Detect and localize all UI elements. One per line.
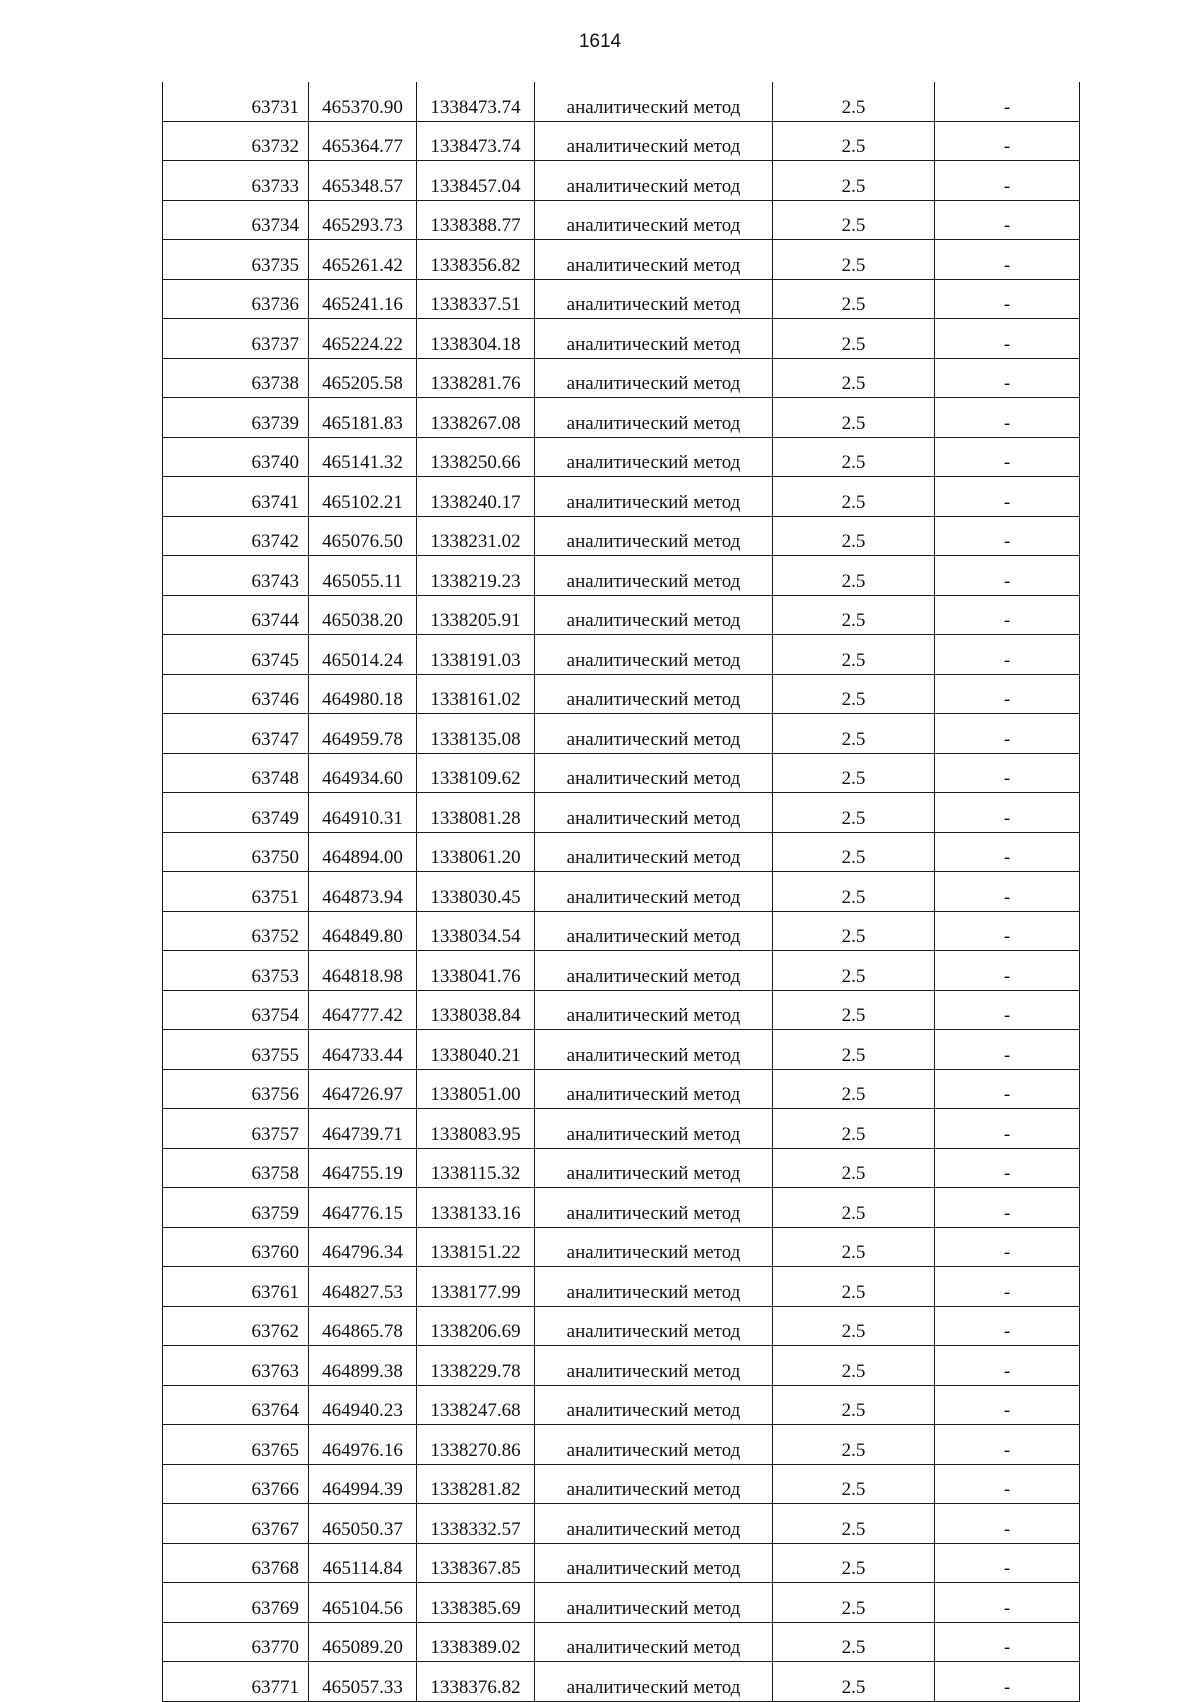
point-number-cell: 63760 xyxy=(163,1227,309,1267)
y-coordinate-cell: 1338332.57 xyxy=(417,1504,535,1544)
point-number-cell: 63771 xyxy=(163,1662,309,1702)
method-cell: аналитический метод xyxy=(535,714,773,754)
note-cell: - xyxy=(935,595,1080,635)
method-cell: аналитический метод xyxy=(535,556,773,596)
x-coordinate-cell: 464873.94 xyxy=(309,872,417,912)
method-cell: аналитический метод xyxy=(535,1227,773,1267)
point-number-cell: 63753 xyxy=(163,951,309,991)
table-row xyxy=(163,200,1080,240)
y-coordinate-cell: 1338281.76 xyxy=(417,358,535,398)
table-row xyxy=(163,1069,1080,1109)
point-number-cell: 63769 xyxy=(163,1583,309,1623)
method-cell: аналитический метод xyxy=(535,358,773,398)
y-coordinate-cell: 1338038.84 xyxy=(417,990,535,1030)
accuracy-cell: 2.5 xyxy=(773,1464,935,1504)
point-number-cell: 63759 xyxy=(163,1188,309,1228)
y-coordinate-cell: 1338356.82 xyxy=(417,240,535,280)
point-number-cell: 63766 xyxy=(163,1464,309,1504)
table-row xyxy=(163,358,1080,398)
method-cell: аналитический метод xyxy=(535,674,773,714)
y-coordinate-cell: 1338061.20 xyxy=(417,832,535,872)
point-number-cell: 63764 xyxy=(163,1385,309,1425)
table-row xyxy=(163,1148,1080,1188)
x-coordinate-cell: 465348.57 xyxy=(309,161,417,201)
y-coordinate-cell: 1338231.02 xyxy=(417,516,535,556)
point-number-cell: 63765 xyxy=(163,1425,309,1465)
x-coordinate-cell: 464865.78 xyxy=(309,1306,417,1346)
note-cell: - xyxy=(935,832,1080,872)
method-cell: аналитический метод xyxy=(535,1267,773,1307)
x-coordinate-cell: 464733.44 xyxy=(309,1030,417,1070)
accuracy-cell: 2.5 xyxy=(773,279,935,319)
note-cell: - xyxy=(935,477,1080,517)
method-cell: аналитический метод xyxy=(535,1030,773,1070)
table-row xyxy=(163,714,1080,754)
y-coordinate-cell: 1338247.68 xyxy=(417,1385,535,1425)
point-number-cell: 63755 xyxy=(163,1030,309,1070)
point-number-cell: 63756 xyxy=(163,1069,309,1109)
point-number-cell: 63745 xyxy=(163,635,309,675)
method-cell: аналитический метод xyxy=(535,1385,773,1425)
page-number: 1614 xyxy=(578,31,622,52)
x-coordinate-cell: 465038.20 xyxy=(309,595,417,635)
point-number-cell: 63762 xyxy=(163,1306,309,1346)
accuracy-cell: 2.5 xyxy=(773,990,935,1030)
x-coordinate-cell: 465089.20 xyxy=(309,1622,417,1662)
note-cell: - xyxy=(935,1464,1080,1504)
x-coordinate-cell: 465102.21 xyxy=(309,477,417,517)
table-row xyxy=(163,990,1080,1030)
x-coordinate-cell: 465224.22 xyxy=(309,319,417,359)
accuracy-cell: 2.5 xyxy=(773,1385,935,1425)
note-cell: - xyxy=(935,1385,1080,1425)
x-coordinate-cell: 464980.18 xyxy=(309,674,417,714)
point-number-cell: 63746 xyxy=(163,674,309,714)
point-number-cell: 63761 xyxy=(163,1267,309,1307)
note-cell: - xyxy=(935,1188,1080,1228)
method-cell: аналитический метод xyxy=(535,200,773,240)
y-coordinate-cell: 1338389.02 xyxy=(417,1622,535,1662)
x-coordinate-cell: 465014.24 xyxy=(309,635,417,675)
x-coordinate-cell: 464976.16 xyxy=(309,1425,417,1465)
point-number-cell: 63770 xyxy=(163,1622,309,1662)
accuracy-cell: 2.5 xyxy=(773,793,935,833)
x-coordinate-cell: 465055.11 xyxy=(309,556,417,596)
table-row xyxy=(163,240,1080,280)
point-number-cell: 63768 xyxy=(163,1543,309,1583)
note-cell: - xyxy=(935,1148,1080,1188)
point-number-cell: 63747 xyxy=(163,714,309,754)
accuracy-cell: 2.5 xyxy=(773,1504,935,1544)
table-row xyxy=(163,1425,1080,1465)
y-coordinate-cell: 1338250.66 xyxy=(417,437,535,477)
method-cell: аналитический метод xyxy=(535,1069,773,1109)
table-row xyxy=(163,1030,1080,1070)
y-coordinate-cell: 1338109.62 xyxy=(417,753,535,793)
y-coordinate-cell: 1338337.51 xyxy=(417,279,535,319)
y-coordinate-cell: 1338177.99 xyxy=(417,1267,535,1307)
accuracy-cell: 2.5 xyxy=(773,121,935,161)
note-cell: - xyxy=(935,1227,1080,1267)
note-cell: - xyxy=(935,1069,1080,1109)
table-row xyxy=(163,82,1080,121)
accuracy-cell: 2.5 xyxy=(773,1622,935,1662)
point-number-cell: 63738 xyxy=(163,358,309,398)
accuracy-cell: 2.5 xyxy=(773,911,935,951)
method-cell: аналитический метод xyxy=(535,437,773,477)
note-cell: - xyxy=(935,793,1080,833)
y-coordinate-cell: 1338034.54 xyxy=(417,911,535,951)
y-coordinate-cell: 1338376.82 xyxy=(417,1662,535,1702)
table-row xyxy=(163,1504,1080,1544)
y-coordinate-cell: 1338161.02 xyxy=(417,674,535,714)
table-row xyxy=(163,161,1080,201)
y-coordinate-cell: 1338385.69 xyxy=(417,1583,535,1623)
x-coordinate-cell: 465241.16 xyxy=(309,279,417,319)
method-cell: аналитический метод xyxy=(535,1188,773,1228)
x-coordinate-cell: 465293.73 xyxy=(309,200,417,240)
note-cell: - xyxy=(935,516,1080,556)
table-row xyxy=(163,635,1080,675)
x-coordinate-cell: 465261.42 xyxy=(309,240,417,280)
table-row xyxy=(163,1385,1080,1425)
point-number-cell: 63763 xyxy=(163,1346,309,1386)
table-row xyxy=(163,1464,1080,1504)
accuracy-cell: 2.5 xyxy=(773,1267,935,1307)
y-coordinate-cell: 1338191.03 xyxy=(417,635,535,675)
table-row xyxy=(163,398,1080,438)
note-cell: - xyxy=(935,635,1080,675)
note-cell: - xyxy=(935,1622,1080,1662)
table-row xyxy=(163,1188,1080,1228)
x-coordinate-cell: 464777.42 xyxy=(309,990,417,1030)
point-number-cell: 63735 xyxy=(163,240,309,280)
table-row xyxy=(163,556,1080,596)
y-coordinate-cell: 1338115.32 xyxy=(417,1148,535,1188)
accuracy-cell: 2.5 xyxy=(773,556,935,596)
method-cell: аналитический метод xyxy=(535,793,773,833)
point-number-cell: 63740 xyxy=(163,437,309,477)
note-cell: - xyxy=(935,398,1080,438)
method-cell: аналитический метод xyxy=(535,1504,773,1544)
method-cell: аналитический метод xyxy=(535,279,773,319)
y-coordinate-cell: 1338388.77 xyxy=(417,200,535,240)
y-coordinate-cell: 1338081.28 xyxy=(417,793,535,833)
y-coordinate-cell: 1338051.00 xyxy=(417,1069,535,1109)
x-coordinate-cell: 464849.80 xyxy=(309,911,417,951)
accuracy-cell: 2.5 xyxy=(773,1306,935,1346)
x-coordinate-cell: 464994.39 xyxy=(309,1464,417,1504)
accuracy-cell: 2.5 xyxy=(773,714,935,754)
point-number-cell: 63734 xyxy=(163,200,309,240)
note-cell: - xyxy=(935,1306,1080,1346)
table-row xyxy=(163,793,1080,833)
table-row xyxy=(163,1583,1080,1623)
y-coordinate-cell: 1338205.91 xyxy=(417,595,535,635)
method-cell: аналитический метод xyxy=(535,477,773,517)
note-cell: - xyxy=(935,1504,1080,1544)
note-cell: - xyxy=(935,319,1080,359)
table-row xyxy=(163,1662,1080,1702)
point-number-cell: 63749 xyxy=(163,793,309,833)
accuracy-cell: 2.5 xyxy=(773,595,935,635)
note-cell: - xyxy=(935,556,1080,596)
accuracy-cell: 2.5 xyxy=(773,1148,935,1188)
x-coordinate-cell: 464894.00 xyxy=(309,832,417,872)
method-cell: аналитический метод xyxy=(535,911,773,951)
table-row xyxy=(163,319,1080,359)
point-number-cell: 63754 xyxy=(163,990,309,1030)
accuracy-cell: 2.5 xyxy=(773,477,935,517)
x-coordinate-cell: 464934.60 xyxy=(309,753,417,793)
x-coordinate-cell: 465141.32 xyxy=(309,437,417,477)
note-cell: - xyxy=(935,911,1080,951)
x-coordinate-cell: 464827.53 xyxy=(309,1267,417,1307)
x-coordinate-cell: 465114.84 xyxy=(309,1543,417,1583)
table-row xyxy=(163,753,1080,793)
accuracy-cell: 2.5 xyxy=(773,1543,935,1583)
note-cell: - xyxy=(935,437,1080,477)
table-row xyxy=(163,121,1080,161)
accuracy-cell: 2.5 xyxy=(773,1425,935,1465)
table-row xyxy=(163,1622,1080,1662)
table-row xyxy=(163,951,1080,991)
table-row xyxy=(163,911,1080,951)
note-cell: - xyxy=(935,951,1080,991)
point-number-cell: 63739 xyxy=(163,398,309,438)
note-cell: - xyxy=(935,1346,1080,1386)
accuracy-cell: 2.5 xyxy=(773,240,935,280)
accuracy-cell: 2.5 xyxy=(773,635,935,675)
note-cell: - xyxy=(935,161,1080,201)
y-coordinate-cell: 1338367.85 xyxy=(417,1543,535,1583)
accuracy-cell: 2.5 xyxy=(773,1109,935,1149)
table-row xyxy=(163,279,1080,319)
accuracy-cell: 2.5 xyxy=(773,161,935,201)
accuracy-cell: 2.5 xyxy=(773,398,935,438)
point-number-cell: 63741 xyxy=(163,477,309,517)
note-cell: - xyxy=(935,1030,1080,1070)
method-cell: аналитический метод xyxy=(535,161,773,201)
accuracy-cell: 2.5 xyxy=(773,832,935,872)
accuracy-cell: 2.5 xyxy=(773,1030,935,1070)
x-coordinate-cell: 464959.78 xyxy=(309,714,417,754)
note-cell: - xyxy=(935,279,1080,319)
accuracy-cell: 2.5 xyxy=(773,674,935,714)
method-cell: аналитический метод xyxy=(535,1662,773,1702)
y-coordinate-cell: 1338270.86 xyxy=(417,1425,535,1465)
x-coordinate-cell: 465057.33 xyxy=(309,1662,417,1702)
x-coordinate-cell: 464776.15 xyxy=(309,1188,417,1228)
x-coordinate-cell: 465370.90 xyxy=(309,82,417,121)
note-cell: - xyxy=(935,200,1080,240)
accuracy-cell: 2.5 xyxy=(773,1069,935,1109)
note-cell: - xyxy=(935,358,1080,398)
accuracy-cell: 2.5 xyxy=(773,516,935,556)
table-row xyxy=(163,1306,1080,1346)
method-cell: аналитический метод xyxy=(535,832,773,872)
table-row xyxy=(163,477,1080,517)
y-coordinate-cell: 1338229.78 xyxy=(417,1346,535,1386)
x-coordinate-cell: 464726.97 xyxy=(309,1069,417,1109)
note-cell: - xyxy=(935,82,1080,121)
x-coordinate-cell: 464755.19 xyxy=(309,1148,417,1188)
y-coordinate-cell: 1338206.69 xyxy=(417,1306,535,1346)
y-coordinate-cell: 1338030.45 xyxy=(417,872,535,912)
table-row xyxy=(163,872,1080,912)
accuracy-cell: 2.5 xyxy=(773,358,935,398)
table-row xyxy=(163,1109,1080,1149)
x-coordinate-cell: 464940.23 xyxy=(309,1385,417,1425)
point-number-cell: 63767 xyxy=(163,1504,309,1544)
note-cell: - xyxy=(935,1543,1080,1583)
method-cell: аналитический метод xyxy=(535,1622,773,1662)
method-cell: аналитический метод xyxy=(535,951,773,991)
point-number-cell: 63737 xyxy=(163,319,309,359)
y-coordinate-cell: 1338151.22 xyxy=(417,1227,535,1267)
table-row xyxy=(163,437,1080,477)
method-cell: аналитический метод xyxy=(535,1346,773,1386)
coordinates-table-body xyxy=(163,82,1080,1701)
y-coordinate-cell: 1338083.95 xyxy=(417,1109,535,1149)
x-coordinate-cell: 464796.34 xyxy=(309,1227,417,1267)
accuracy-cell: 2.5 xyxy=(773,951,935,991)
point-number-cell: 63742 xyxy=(163,516,309,556)
y-coordinate-cell: 1338040.21 xyxy=(417,1030,535,1070)
point-number-cell: 63736 xyxy=(163,279,309,319)
note-cell: - xyxy=(935,1267,1080,1307)
y-coordinate-cell: 1338304.18 xyxy=(417,319,535,359)
x-coordinate-cell: 464899.38 xyxy=(309,1346,417,1386)
y-coordinate-cell: 1338281.82 xyxy=(417,1464,535,1504)
x-coordinate-cell: 465205.58 xyxy=(309,358,417,398)
x-coordinate-cell: 465104.56 xyxy=(309,1583,417,1623)
point-number-cell: 63757 xyxy=(163,1109,309,1149)
note-cell: - xyxy=(935,990,1080,1030)
x-coordinate-cell: 465364.77 xyxy=(309,121,417,161)
accuracy-cell: 2.5 xyxy=(773,1227,935,1267)
x-coordinate-cell: 465181.83 xyxy=(309,398,417,438)
method-cell: аналитический метод xyxy=(535,319,773,359)
y-coordinate-cell: 1338219.23 xyxy=(417,556,535,596)
accuracy-cell: 2.5 xyxy=(773,1662,935,1702)
note-cell: - xyxy=(935,1425,1080,1465)
table-row xyxy=(163,595,1080,635)
note-cell: - xyxy=(935,714,1080,754)
method-cell: аналитический метод xyxy=(535,1543,773,1583)
note-cell: - xyxy=(935,872,1080,912)
point-number-cell: 63750 xyxy=(163,832,309,872)
method-cell: аналитический метод xyxy=(535,990,773,1030)
method-cell: аналитический метод xyxy=(535,516,773,556)
point-number-cell: 63731 xyxy=(163,82,309,121)
point-number-cell: 63743 xyxy=(163,556,309,596)
accuracy-cell: 2.5 xyxy=(773,1188,935,1228)
table-row xyxy=(163,1227,1080,1267)
accuracy-cell: 2.5 xyxy=(773,319,935,359)
point-number-cell: 63752 xyxy=(163,911,309,951)
accuracy-cell: 2.5 xyxy=(773,753,935,793)
coordinates-table xyxy=(162,82,1080,1702)
x-coordinate-cell: 464818.98 xyxy=(309,951,417,991)
point-number-cell: 63758 xyxy=(163,1148,309,1188)
point-number-cell: 63744 xyxy=(163,595,309,635)
table-row xyxy=(163,1346,1080,1386)
x-coordinate-cell: 465076.50 xyxy=(309,516,417,556)
method-cell: аналитический метод xyxy=(535,1583,773,1623)
x-coordinate-cell: 465050.37 xyxy=(309,1504,417,1544)
accuracy-cell: 2.5 xyxy=(773,82,935,121)
table-row xyxy=(163,516,1080,556)
table-row xyxy=(163,1267,1080,1307)
method-cell: аналитический метод xyxy=(535,753,773,793)
accuracy-cell: 2.5 xyxy=(773,872,935,912)
table-row xyxy=(163,1543,1080,1583)
note-cell: - xyxy=(935,674,1080,714)
accuracy-cell: 2.5 xyxy=(773,1583,935,1623)
y-coordinate-cell: 1338133.16 xyxy=(417,1188,535,1228)
table-row xyxy=(163,674,1080,714)
accuracy-cell: 2.5 xyxy=(773,437,935,477)
note-cell: - xyxy=(935,1583,1080,1623)
method-cell: аналитический метод xyxy=(535,595,773,635)
note-cell: - xyxy=(935,240,1080,280)
point-number-cell: 63733 xyxy=(163,161,309,201)
note-cell: - xyxy=(935,753,1080,793)
x-coordinate-cell: 464910.31 xyxy=(309,793,417,833)
note-cell: - xyxy=(935,1662,1080,1702)
x-coordinate-cell: 464739.71 xyxy=(309,1109,417,1149)
point-number-cell: 63732 xyxy=(163,121,309,161)
y-coordinate-cell: 1338041.76 xyxy=(417,951,535,991)
method-cell: аналитический метод xyxy=(535,240,773,280)
table-row xyxy=(163,832,1080,872)
y-coordinate-cell: 1338267.08 xyxy=(417,398,535,438)
y-coordinate-cell: 1338457.04 xyxy=(417,161,535,201)
method-cell: аналитический метод xyxy=(535,872,773,912)
note-cell: - xyxy=(935,121,1080,161)
point-number-cell: 63751 xyxy=(163,872,309,912)
method-cell: аналитический метод xyxy=(535,121,773,161)
y-coordinate-cell: 1338135.08 xyxy=(417,714,535,754)
method-cell: аналитический метод xyxy=(535,1464,773,1504)
method-cell: аналитический метод xyxy=(535,1306,773,1346)
method-cell: аналитический метод xyxy=(535,635,773,675)
method-cell: аналитический метод xyxy=(535,82,773,121)
method-cell: аналитический метод xyxy=(535,1148,773,1188)
accuracy-cell: 2.5 xyxy=(773,200,935,240)
y-coordinate-cell: 1338240.17 xyxy=(417,477,535,517)
accuracy-cell: 2.5 xyxy=(773,1346,935,1386)
y-coordinate-cell: 1338473.74 xyxy=(417,121,535,161)
method-cell: аналитический метод xyxy=(535,1425,773,1465)
method-cell: аналитический метод xyxy=(535,1109,773,1149)
y-coordinate-cell: 1338473.74 xyxy=(417,82,535,121)
note-cell: - xyxy=(935,1109,1080,1149)
method-cell: аналитический метод xyxy=(535,398,773,438)
point-number-cell: 63748 xyxy=(163,753,309,793)
